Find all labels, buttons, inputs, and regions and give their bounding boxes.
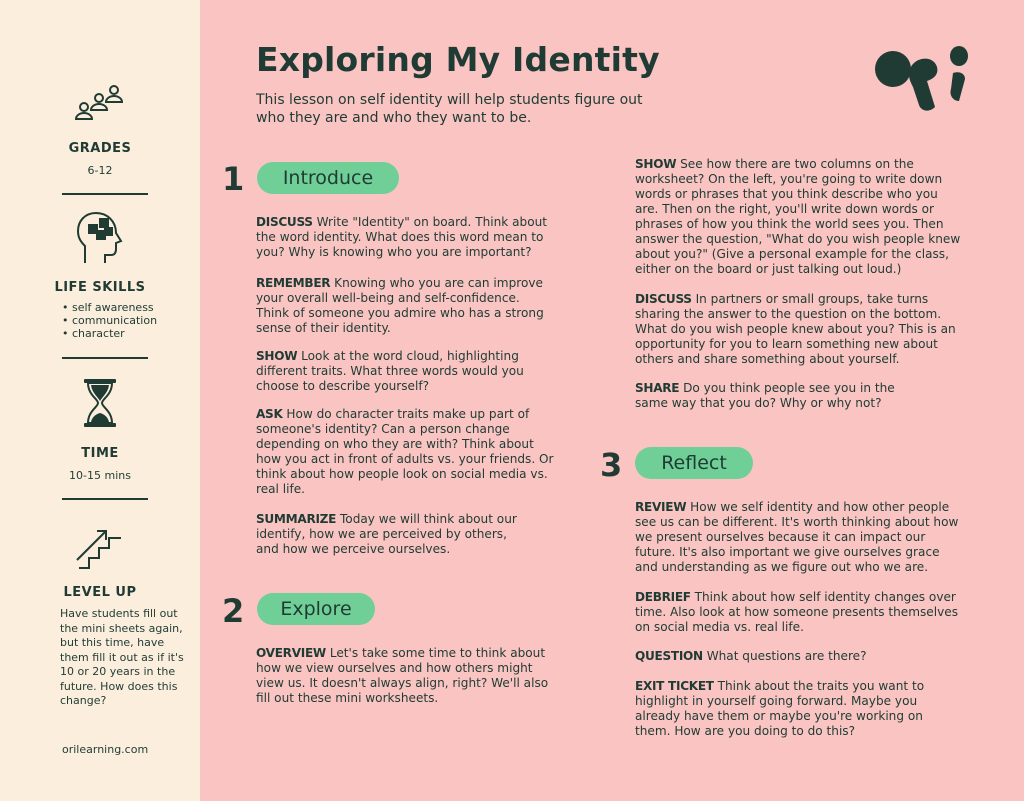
- instruction-overview: [256, 646, 560, 706]
- grades-title: GRADES: [68, 141, 132, 156]
- level-up-title: LEVEL UP: [63, 585, 137, 600]
- instruction-text: Write "Identity" on board. Think about the word identity. What does this word mean to you? Why is knowing who you are important?: [256, 215, 548, 259]
- instruction-text: Today we will think about our identify, how we are perceived by others, and how we perceive ourselves.: [256, 512, 517, 556]
- instruction-text: Look at the word cloud, highlighting different traits. What three words would you choose to describe yourself?: [256, 349, 524, 393]
- section-label-reflect: Reflect: [635, 447, 753, 479]
- keyword: DEBRIEF: [635, 590, 691, 604]
- page-title: Exploring My Identity: [256, 40, 660, 79]
- keyword: QUESTION: [635, 649, 703, 663]
- life-skills-list: [62, 301, 157, 340]
- instruction-question: [635, 649, 965, 664]
- instruction-show: [256, 349, 546, 394]
- people-icon: [72, 82, 128, 124]
- instruction-text: Knowing who you are can improve your overall well-being and self-confidence. Think of someone you admire who has a strong sense of their identity.: [256, 276, 544, 335]
- instruction-ask: [256, 407, 560, 497]
- grades-value: 6-12: [87, 164, 113, 177]
- keyword: EXIT TICKET: [635, 679, 714, 693]
- list-item: • character: [62, 327, 157, 340]
- keyword: SHOW: [635, 157, 677, 171]
- hourglass-icon: [80, 377, 120, 429]
- instruction-text: In partners or small groups, take turns sharing the answer to the question on the bottom. What do you wish people knew about you? This is an opportunity for you to learn something new about others and share something about yourself.: [635, 292, 956, 366]
- section-number: 3: [600, 446, 623, 484]
- divider: [62, 357, 148, 359]
- life-skills-title: LIFE SKILLS: [54, 280, 146, 295]
- instruction-text: Do you think people see you in the same way that you do? Why or why not?: [635, 381, 895, 410]
- instruction-text: Let's take some time to think about how we view ourselves and how others might view us. It doesn't always align, right? We'll also fill out these mini worksheets.: [256, 646, 549, 705]
- instruction-exit-ticket: [635, 679, 935, 739]
- keyword: DISCUSS: [256, 215, 313, 229]
- instruction-remember: [256, 276, 556, 336]
- instruction-show: [635, 157, 965, 277]
- list-item: • self awareness: [62, 301, 157, 314]
- page-subtitle: This lesson on self identity will help students figure out who they are and who they want to be.: [256, 92, 643, 126]
- instruction-text: How we self identity and how other people see us can be different. It's worth thinking about how we present ourselves because it can impact our future. It's also important we give ourselves grace and understanding as we figure out who we are.: [635, 500, 959, 574]
- website-link[interactable]: orilearning.com: [62, 743, 149, 756]
- section-number: 1: [222, 160, 245, 198]
- time-title: TIME: [81, 446, 119, 461]
- section-label-explore: Explore: [257, 593, 375, 625]
- instruction-text: What questions are there?: [706, 649, 867, 663]
- level-up-text: Have students fill out the mini sheets again, but this time, have them fill it out as if it's 10 or 20 years in the future. How does this change?: [60, 607, 184, 707]
- keyword: SUMMARIZE: [256, 512, 337, 526]
- keyword: OVERVIEW: [256, 646, 326, 660]
- time-value: 10-15 mins: [69, 469, 131, 482]
- instruction-text: Think about the traits you want to highlight in yourself going forward. Maybe you already have them or maybe you're working on them. How are you doing to do this?: [635, 679, 925, 738]
- section-label-introduce: Introduce: [257, 162, 399, 194]
- head-puzzle-icon: [75, 211, 125, 267]
- keyword: SHARE: [635, 381, 680, 395]
- stairs-arrow-icon: [75, 524, 125, 572]
- divider: [62, 193, 148, 195]
- keyword: DISCUSS: [635, 292, 692, 306]
- instruction-text: Think about how self identity changes over time. Also look at how someone presents themselves on social media vs. real life.: [635, 590, 959, 634]
- keyword: ASK: [256, 407, 283, 421]
- instruction-discuss: [635, 292, 965, 367]
- instruction-discuss: [256, 215, 556, 260]
- keyword: REVIEW: [635, 500, 687, 514]
- keyword: SHOW: [256, 349, 298, 363]
- sidebar: [0, 0, 200, 801]
- instruction-summarize: [256, 512, 528, 557]
- instruction-debrief: [635, 590, 970, 635]
- instruction-text: How do character traits make up part of someone's identity? Can a person change depending on who they are with? Think about how you act in front of adults vs. your friends. Or think about how people look on social media vs. real life.: [256, 407, 554, 496]
- divider: [62, 498, 148, 500]
- section-number: 2: [222, 592, 245, 630]
- instruction-text: See how there are two columns on the worksheet? On the left, you're going to write down words or phrases that you think describe who you are. Then on the right, you'll write down words or phrases of how you think the world sees you. Then answer the question, "What do you wish people knew about you?" (Give a personal example for the class, either on the board or just talking out loud.): [635, 157, 961, 276]
- instruction-share: [635, 381, 905, 411]
- keyword: REMEMBER: [256, 276, 331, 290]
- list-item: • communication: [62, 314, 157, 327]
- ori-logo: [873, 43, 983, 119]
- instruction-review: [635, 500, 965, 575]
